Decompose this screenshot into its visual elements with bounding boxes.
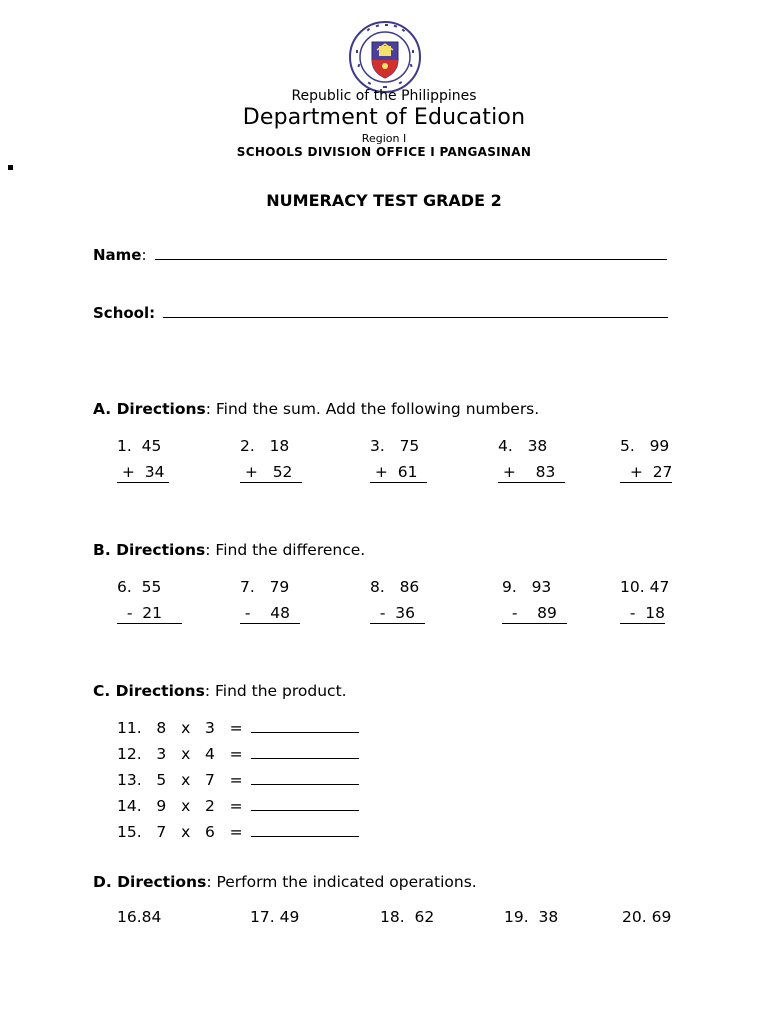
problem-top: 5. 99 xyxy=(620,437,670,455)
problem-text: 11. 8 x 3 = xyxy=(117,719,243,737)
problem-text: 15. 7 x 6 = xyxy=(117,823,243,841)
problem-top: 8. 86 xyxy=(370,578,420,596)
multiplication-problem-15 xyxy=(117,822,359,841)
multiplication-problem-13 xyxy=(117,770,359,789)
addition-problem-3 xyxy=(370,433,427,485)
bullet-mark xyxy=(8,165,13,170)
problem-top: 1. 45 xyxy=(117,437,162,455)
problem-top: 9. 93 xyxy=(502,578,552,596)
school-line[interactable] xyxy=(163,303,668,318)
addition-problem-1 xyxy=(117,433,169,485)
problem-bottom: + 83 xyxy=(498,463,566,481)
problem-top: 7. 79 xyxy=(240,578,290,596)
problem-bottom: - 21 xyxy=(117,604,182,622)
region-text: Region I xyxy=(361,132,407,145)
operation-problem-19: 19. 38 xyxy=(504,908,559,926)
department-title: Department of Education xyxy=(242,105,526,130)
problem-text: 12. 3 x 4 = xyxy=(117,745,243,763)
problem-text: 13. 5 x 7 = xyxy=(117,771,243,789)
section-d-label: D. Directions xyxy=(93,873,207,891)
problem-top: 4. 38 xyxy=(498,437,548,455)
problem-text: 14. 9 x 2 = xyxy=(117,797,243,815)
addition-problem-2 xyxy=(240,433,302,485)
section-c-directions xyxy=(93,682,347,700)
name-label: Name xyxy=(93,246,142,264)
problem-top: 6. 55 xyxy=(117,578,162,596)
section-d-text: : Perform the indicated operations. xyxy=(206,873,477,891)
section-c-label: C. Directions xyxy=(93,682,205,700)
republic-text: Republic of the Philippines xyxy=(291,88,477,104)
multiplication-problem-11 xyxy=(117,718,359,737)
subtraction-problem-9 xyxy=(502,574,567,626)
section-c-text: : Find the product. xyxy=(204,682,347,700)
answer-blank[interactable] xyxy=(251,744,359,759)
operation-problem-17: 17. 49 xyxy=(250,908,300,926)
problem-bottom: + 52 xyxy=(240,463,303,481)
section-b-label: B. Directions xyxy=(93,541,206,559)
problem-bottom: - 18 xyxy=(620,604,666,622)
name-colon: : xyxy=(141,246,147,264)
name-line[interactable] xyxy=(155,245,667,260)
problem-bottom: - 48 xyxy=(240,604,300,622)
section-a-directions xyxy=(93,400,539,418)
addition-problem-5 xyxy=(620,433,672,485)
test-title: NUMERACY TEST GRADE 2 xyxy=(266,191,502,210)
problem-top: 2. 18 xyxy=(240,437,290,455)
name-field xyxy=(93,245,667,264)
answer-blank[interactable] xyxy=(251,718,359,733)
answer-blank[interactable] xyxy=(251,770,359,785)
section-b-directions xyxy=(93,541,365,559)
subtraction-problem-7 xyxy=(240,574,300,626)
operation-problem-16: 16.84 xyxy=(117,908,162,926)
answer-blank[interactable] xyxy=(251,822,359,837)
subtraction-problem-8 xyxy=(370,574,425,626)
section-b-text: : Find the difference. xyxy=(205,541,366,559)
section-d-directions xyxy=(93,873,477,891)
school-label: School: xyxy=(93,304,156,322)
addition-problem-4 xyxy=(498,433,565,485)
section-a-text: : Find the sum. Add the following numbers. xyxy=(205,400,540,418)
subtraction-problem-10 xyxy=(620,574,669,626)
operation-problem-18: 18. 62 xyxy=(380,908,435,926)
problem-bottom: + 27 xyxy=(620,463,673,481)
multiplication-problem-14 xyxy=(117,796,359,815)
answer-blank[interactable] xyxy=(251,796,359,811)
subtraction-problem-6 xyxy=(117,574,182,626)
division-office-text: SCHOOLS DIVISION OFFICE I PANGASINAN xyxy=(236,145,532,159)
operation-problem-20: 20. 69 xyxy=(622,908,672,926)
problem-top: 10. 47 xyxy=(620,578,670,596)
multiplication-problem-12 xyxy=(117,744,359,763)
school-field xyxy=(93,303,668,322)
problem-bottom: + 61 xyxy=(370,463,428,481)
problem-top: 3. 75 xyxy=(370,437,420,455)
problem-bottom: + 34 xyxy=(117,463,170,481)
section-a-label: A. Directions xyxy=(93,400,206,418)
deped-seal-logo xyxy=(348,20,422,94)
problem-bottom: - 89 xyxy=(502,604,567,622)
problem-bottom: - 36 xyxy=(370,604,425,622)
